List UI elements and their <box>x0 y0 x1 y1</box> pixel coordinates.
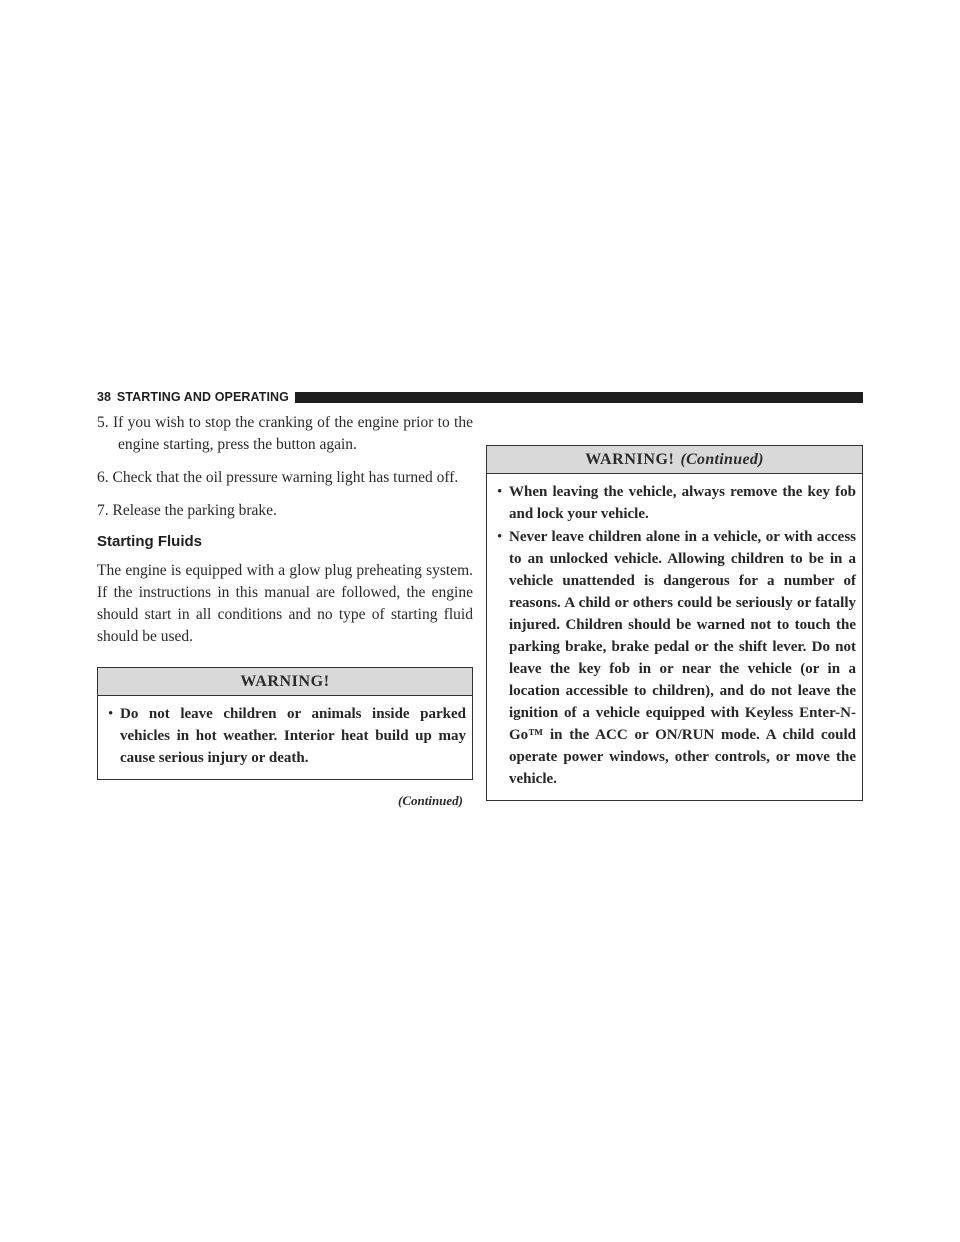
section-title: STARTING AND OPERATING <box>116 390 290 404</box>
warning-body <box>98 696 472 779</box>
warning-header-continued <box>487 446 862 474</box>
warning-bullet-text: When leaving the vehicle, always remove the key fob and lock your vehicle. <box>509 484 856 522</box>
page-header <box>97 389 863 405</box>
warning-body-continued <box>487 474 862 800</box>
starting-fluids-paragraph: The engine is equipped with a glow plug preheating system. If the instructions in this manual are followed, the engine should start in all conditions and no type of starting fluid should be used. <box>97 562 473 645</box>
subheading-starting-fluids: Starting Fluids <box>97 533 202 550</box>
continued-label: (Continued) <box>397 793 463 808</box>
step-5: 5. If you wish to stop the cranking of the engine prior to the engine starting, press the button again. <box>97 414 473 453</box>
header-rule <box>295 392 863 403</box>
step-7: 7. Release the parking brake. <box>97 502 277 519</box>
warning-bullet <box>497 526 856 790</box>
warning-bullet-text: Do not leave children or animals inside parked vehicles in hot weather. Interior heat build up may cause serious injury or death. <box>120 706 466 766</box>
warning-box <box>97 667 473 780</box>
page-number: 38 <box>97 390 111 404</box>
warning-title: WARNING! <box>240 673 330 690</box>
step-6: 6. Check that the oil pressure warning light has turned off. <box>97 469 459 486</box>
right-column <box>486 445 863 801</box>
warning-title: WARNING! <box>585 451 675 468</box>
warning-bullet-text: Never leave children alone in a vehicle, or with access to an unlocked vehicle. Allowing children to be in a vehicle unattended is dangerous for a number of reasons. A child or others could be seriously or fatally injured. Children should be warned not to touch the parking brake, brake pedal or the shift lever. Do not leave the key fob in or near the vehicle (or in a location accessible to children), and do not leave the ignition of a vehicle equipped with Keyless Enter-N-Go™ in the ACC or ON/RUN mode. A child could operate power windows, other controls, or move the vehicle. <box>509 529 856 787</box>
warning-box-continued <box>486 445 863 801</box>
left-column <box>97 412 473 809</box>
warning-bullet <box>497 481 856 525</box>
warning-continued-label: (Continued) <box>680 451 764 468</box>
bullet-icon: • <box>108 706 114 722</box>
warning-header <box>98 668 472 696</box>
warning-bullet <box>108 703 466 769</box>
bullet-icon: • <box>497 529 503 545</box>
bullet-icon: • <box>497 484 503 500</box>
